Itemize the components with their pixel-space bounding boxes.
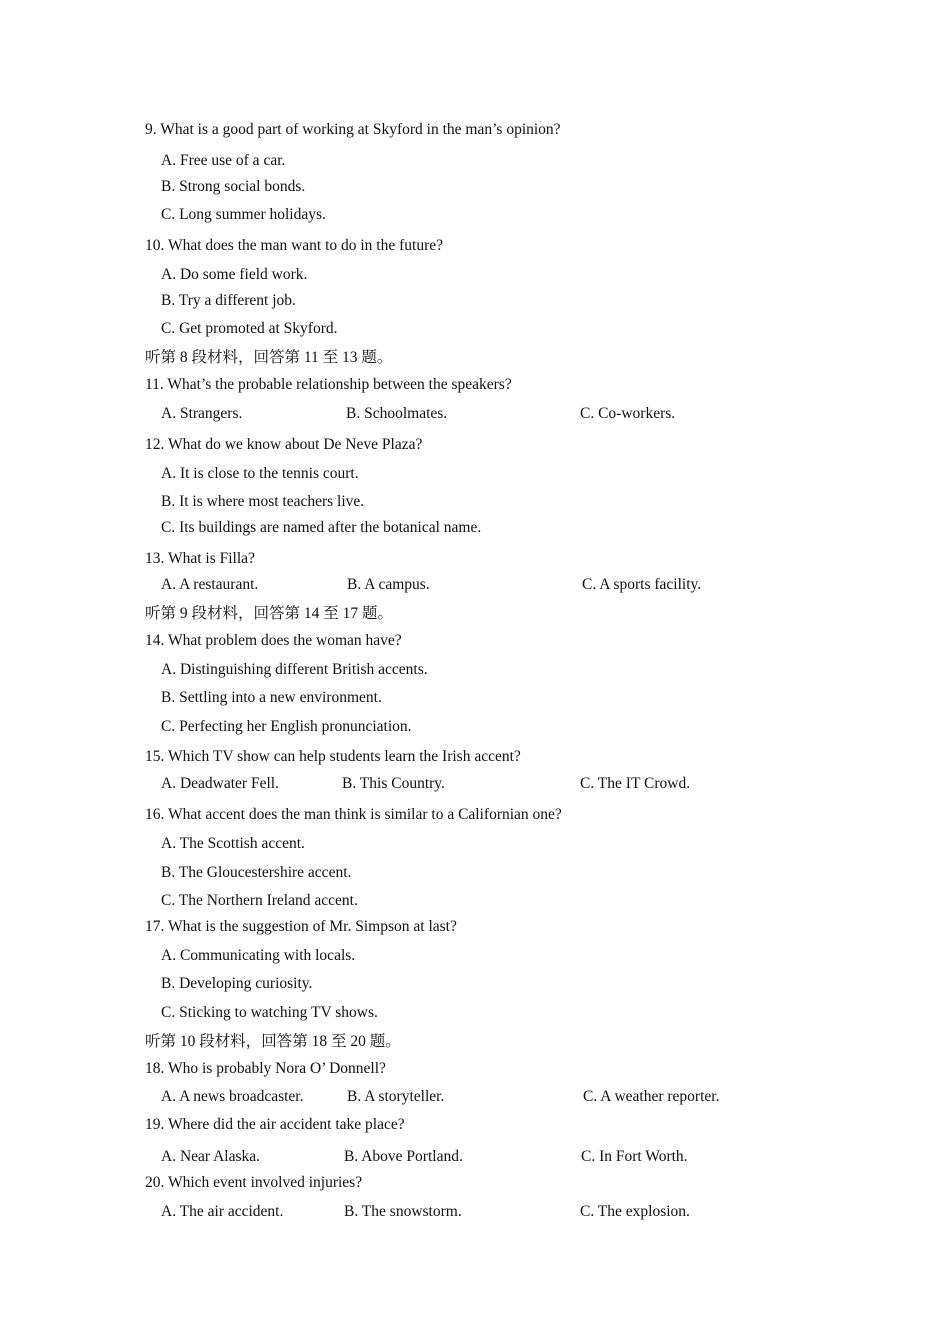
question-13-option-b: B. A campus. [347, 576, 430, 593]
question-14-option-c: C. Perfecting her English pronunciation. [161, 718, 412, 735]
question-12-option-a: A. It is close to the tennis court. [161, 465, 359, 482]
question-13-stem: 13. What is Filla? [145, 550, 255, 567]
question-19-option-b: B. Above Portland. [344, 1148, 463, 1165]
question-19-stem: 19. Where did the air accident take place? [145, 1116, 405, 1133]
question-16-stem: 16. What accent does the man think is similar to a Californian one? [145, 806, 562, 823]
question-20-option-c: C. The explosion. [580, 1203, 690, 1220]
question-17-option-a: A. Communicating with locals. [161, 947, 356, 964]
question-10-option-c: C. Get promoted at Skyford. [161, 320, 338, 337]
question-15-option-b: B. This Country. [342, 775, 445, 792]
question-15-option-c: C. The IT Crowd. [580, 775, 691, 792]
question-14-stem: 14. What problem does the woman have? [145, 632, 402, 649]
question-17-option-b: B. Developing curiosity. [161, 975, 313, 992]
question-9-stem: 9. What is a good part of working at Skyford in the man’s opinion? [145, 121, 561, 138]
question-19-option-c: C. In Fort Worth. [581, 1148, 688, 1165]
question-11-stem: 11. What’s the probable relationship between the speakers? [145, 376, 512, 393]
question-14-option-a: A. Distinguishing different British accents. [161, 661, 428, 678]
question-12-option-c: C. Its buildings are named after the botanical name. [161, 519, 482, 536]
question-12-option-b: B. It is where most teachers live. [161, 493, 365, 510]
question-18-option-b: B. A storyteller. [347, 1088, 445, 1105]
question-13-option-a: A. A restaurant. [161, 576, 259, 593]
question-20-stem: 20. Which event involved injuries? [145, 1174, 363, 1191]
question-10-option-b: B. Try a different job. [161, 292, 296, 309]
question-12-stem: 12. What do we know about De Neve Plaza? [145, 436, 423, 453]
question-10-stem: 10. What does the man want to do in the future? [145, 237, 444, 254]
question-13-option-c: C. A sports facility. [582, 576, 702, 593]
question-17-stem: 17. What is the suggestion of Mr. Simpson at last? [145, 918, 457, 935]
question-15-stem: 15. Which TV show can help students learn the Irish accent? [145, 748, 521, 765]
question-11-option-b: B. Schoolmates. [346, 405, 448, 422]
question-10-option-a: A. Do some field work. [161, 266, 308, 283]
question-9-option-a: A. Free use of a car. [161, 152, 286, 169]
question-11-option-c: C. Co-workers. [580, 405, 676, 422]
question-16-option-a: A. The Scottish accent. [161, 835, 305, 852]
question-11-option-a: A. Strangers. [161, 405, 243, 422]
section-9-instruction: 听第 9 段材料，回答第 14 至 17 题。 [145, 605, 394, 622]
question-17-option-c: C. Sticking to watching TV shows. [161, 1004, 378, 1021]
section-8-instruction: 听第 8 段材料，回答第 11 至 13 题。 [145, 349, 393, 366]
question-16-option-c: C. The Northern Ireland accent. [161, 892, 358, 909]
question-9-option-b: B. Strong social bonds. [161, 178, 306, 195]
question-20-option-a: A. The air accident. [161, 1203, 284, 1220]
section-10-instruction: 听第 10 段材料，回答第 18 至 20 题。 [145, 1033, 401, 1050]
question-18-stem: 18. Who is probably Nora O’ Donnell? [145, 1060, 386, 1077]
question-18-option-c: C. A weather reporter. [583, 1088, 720, 1105]
question-19-option-a: A. Near Alaska. [161, 1148, 260, 1165]
question-18-option-a: A. A news broadcaster. [161, 1088, 304, 1105]
question-20-option-b: B. The snowstorm. [344, 1203, 462, 1220]
question-14-option-b: B. Settling into a new environment. [161, 689, 382, 706]
question-15-option-a: A. Deadwater Fell. [161, 775, 279, 792]
question-9-option-c: C. Long summer holidays. [161, 206, 326, 223]
question-16-option-b: B. The Gloucestershire accent. [161, 864, 352, 881]
